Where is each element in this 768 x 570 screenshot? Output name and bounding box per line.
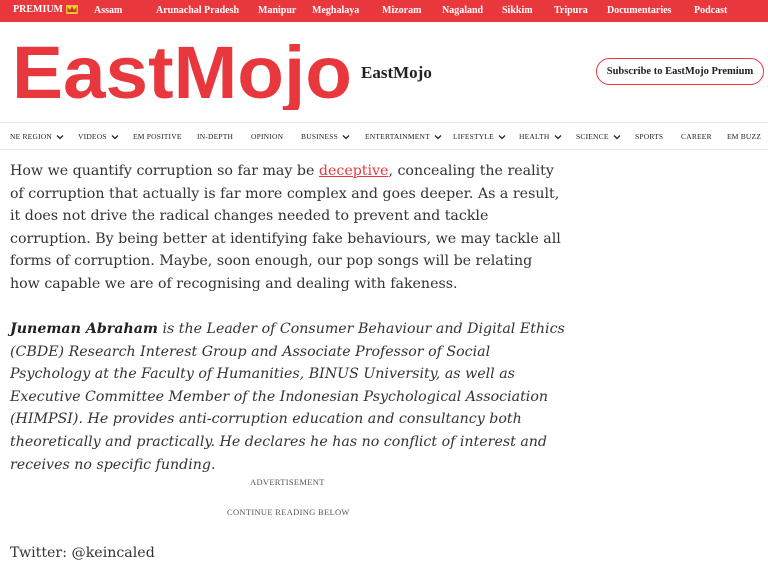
author-name: Juneman Abraham	[10, 321, 158, 337]
nav-item-science[interactable]	[576, 132, 621, 141]
nav-item-ne-region[interactable]	[10, 132, 64, 141]
topbar-link-documentaries[interactable]: Documentaries	[607, 5, 672, 16]
nav-item-lifestyle[interactable]	[453, 132, 506, 141]
nav-item-label: SPORTS	[635, 132, 664, 141]
nav-item-health[interactable]	[519, 132, 562, 141]
nav-item-label: EM BUZZ	[727, 132, 762, 141]
nav-item-label: IN-DEPTH	[197, 132, 234, 141]
nav-item-label: LIFESTYLE	[453, 132, 494, 141]
site-name: EastMojo	[361, 63, 432, 82]
advertisement-label: ADVERTISEMENT	[250, 477, 325, 487]
nav-item-label: CAREER	[681, 132, 712, 141]
premium-link[interactable]	[13, 4, 78, 15]
nav-item-opinion[interactable]	[251, 132, 283, 141]
premium-label: PREMIUM	[13, 4, 63, 15]
nav-item-business[interactable]	[301, 132, 350, 141]
nav-item-videos[interactable]	[78, 132, 119, 141]
topbar-link-manipur[interactable]: Manipur	[258, 5, 297, 16]
twitter-handle: Twitter: @keincaled	[10, 545, 155, 561]
nav-item-label: SCIENCE	[576, 132, 609, 141]
nav-item-label: EM POSITIVE	[133, 132, 182, 141]
deceptive-link[interactable]: deceptive	[318, 163, 389, 179]
article-paragraph	[10, 160, 565, 296]
chevron-down-icon	[554, 134, 562, 140]
para-text-end: , concealing the reality of corruption that actually is far more complex and goes deeper. As a result, it does not drive the radical changes needed to prevent and tackle corruption. By being better at identifying fake behaviours, we may tackle all forms of corruption. Maybe, soon enough, our pop songs will be relating how capable we are of recognising and dealing with fakeness.	[10, 163, 561, 292]
article-body	[10, 160, 565, 296]
chevron-down-icon	[111, 134, 119, 140]
eastmojo-logo[interactable]	[12, 34, 352, 110]
chevron-down-icon	[342, 134, 350, 140]
nav-item-label: BUSINESS	[301, 132, 339, 141]
nav-item-career[interactable]	[681, 132, 712, 141]
crown-icon	[66, 5, 78, 14]
topbar-link-meghalaya[interactable]: Meghalaya	[312, 5, 360, 16]
nav-item-em-positive[interactable]	[133, 132, 182, 141]
author-bio-text: is the Leader of Consumer Behaviour and Digital Ethics (CBDE) Research Interest Group and Associate Professor of Social Psychology at the Faculty of Humanities, BINUS University, as well as Executive Committee Member of the Indonesian Psychological Association (HIMPSI). He provides anti-corruption education and consultancy both theoretically and practically. He declares he has no conflict of interest and receives no specific funding.	[10, 321, 565, 473]
nav-item-label: NE REGION	[10, 132, 53, 141]
site-header	[0, 22, 768, 122]
para-text-start: How we quantify corruption so far may be	[10, 163, 319, 179]
subscribe-premium-button[interactable]: Subscribe to EastMojo Premium	[596, 58, 764, 85]
nav-item-em-buzz[interactable]	[727, 132, 761, 141]
chevron-down-icon	[56, 134, 64, 140]
nav-item-label: VIDEOS	[78, 132, 107, 141]
topbar-link-assam[interactable]: Assam	[94, 5, 123, 16]
nav-item-label: ENTERTAINMENT	[365, 132, 430, 141]
topbar-link-nagaland[interactable]: Nagaland	[442, 5, 484, 16]
nav-item-in-depth[interactable]	[197, 132, 233, 141]
topbar-link-tripura[interactable]: Tripura	[554, 5, 588, 16]
top-region-bar	[0, 0, 768, 22]
main-nav	[0, 122, 768, 150]
nav-item-sports[interactable]	[635, 132, 663, 141]
logo-text: EastMojo	[12, 34, 352, 110]
continue-reading-label: CONTINUE READING BELOW	[227, 507, 350, 517]
chevron-down-icon	[613, 134, 621, 140]
nav-item-label: HEALTH	[519, 132, 550, 141]
topbar-link-mizoram[interactable]: Mizoram	[382, 5, 422, 16]
chevron-down-icon	[498, 134, 506, 140]
topbar-link-podcast[interactable]: Podcast	[694, 5, 728, 16]
topbar-link-sikkim[interactable]: Sikkim	[502, 5, 533, 16]
author-bio	[10, 318, 565, 476]
nav-item-label: OPINION	[251, 132, 284, 141]
chevron-down-icon	[434, 134, 442, 140]
nav-item-entertainment[interactable]	[365, 132, 442, 141]
topbar-link-arunachal-pradesh[interactable]: Arunachal Pradesh	[156, 5, 240, 16]
